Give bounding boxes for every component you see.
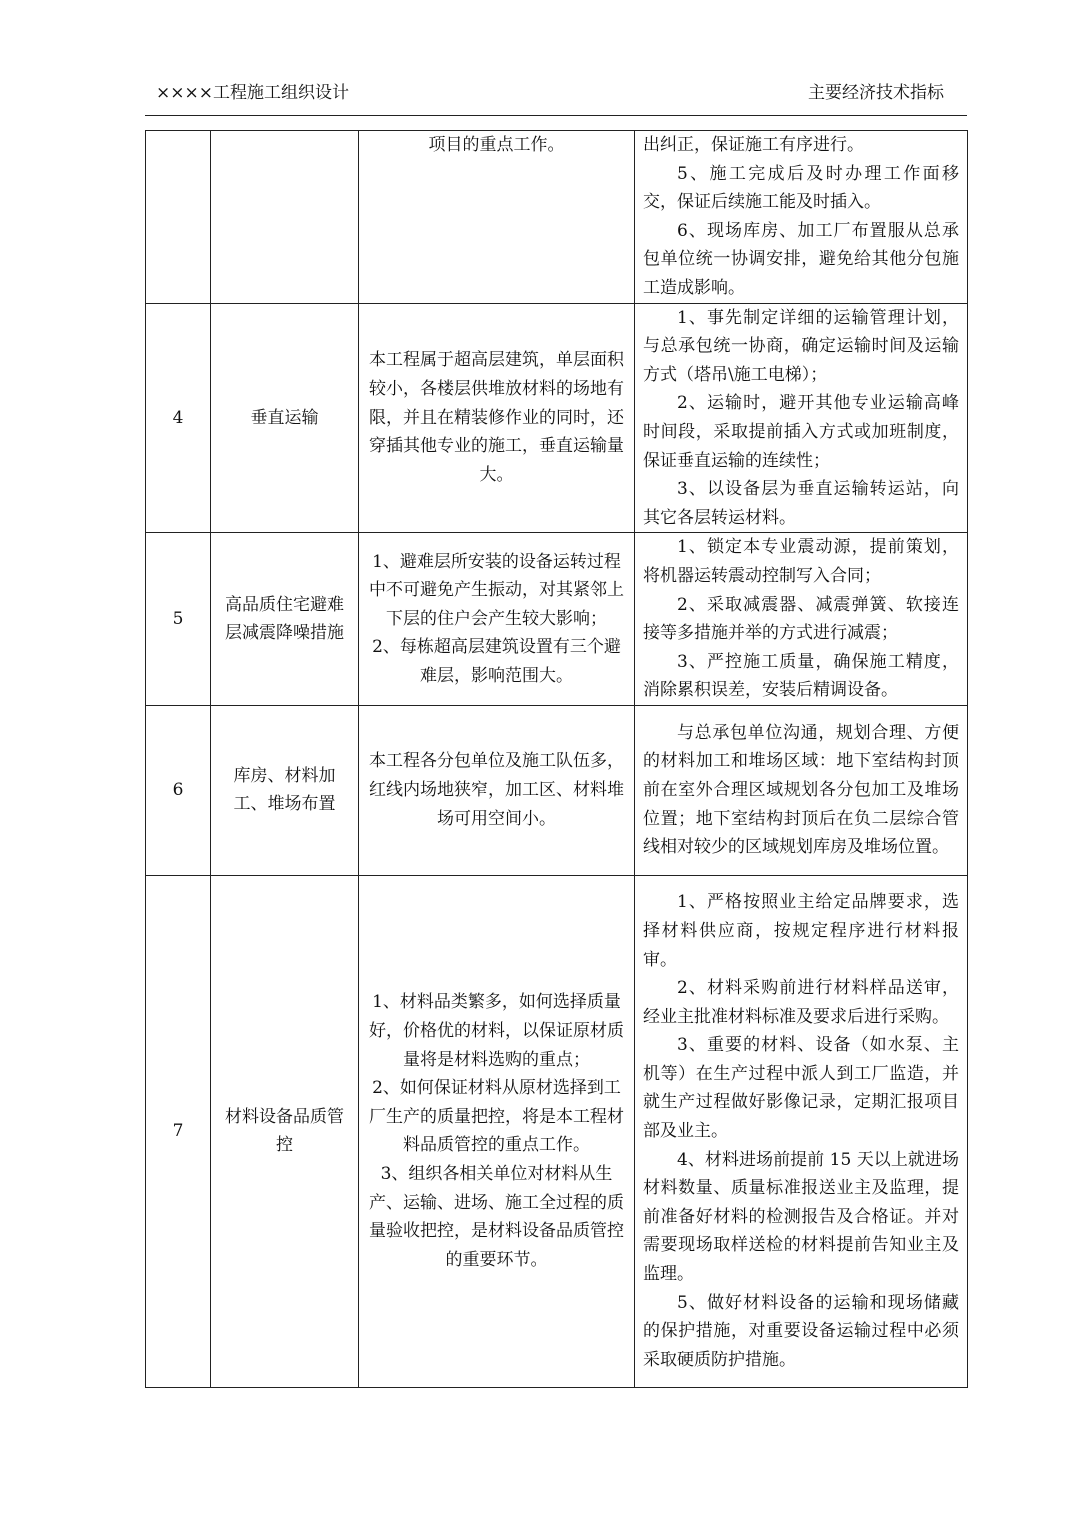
row-difficulty — [359, 303, 635, 533]
table-row — [146, 705, 968, 875]
key-points-table — [145, 130, 968, 1388]
row-number: 4 — [146, 303, 211, 533]
measure-paragraph: 4、材料进场前提前 15 天以上就进场材料数量、质量标准报送业主及监理，提前准备好材料的检测报告及合格证。并对需要现场取样送检的材料提前告知业主及监理。 — [643, 1149, 959, 1285]
header-divider — [145, 115, 967, 116]
page-header — [0, 76, 1080, 106]
row-difficulty — [359, 875, 635, 1387]
row-item-name: 材料设备品质管控 — [211, 875, 359, 1387]
table-row — [146, 533, 968, 706]
row-difficulty — [359, 533, 635, 706]
row-number: 5 — [146, 533, 211, 706]
measure-paragraph: 3、重要的材料、设备（如水泵、主机等）在生产过程中派人到工厂监造，并就生产过程做好影像记录，定期汇报项目部及业主。 — [643, 1035, 959, 1142]
measure-paragraph: 2、采取减震器、减震弹簧、软接连接等多措施并举的方式进行减震； — [643, 594, 959, 644]
table-row — [146, 875, 968, 1387]
row-measures — [635, 875, 968, 1387]
difficulty-paragraph: 1、避难层所安装的设备运转过程中不可避免产生振动，对其紧邻上下层的住户会产生较大影响； — [369, 551, 624, 629]
row-difficulty — [359, 131, 635, 304]
measure-paragraph: 1、锁定本专业震动源，提前策划，将机器运转震动控制写入合同； — [643, 537, 959, 586]
difficulty-paragraph: 2、如何保证材料从原材选择到工厂生产的质量把控，将是本工程材料品质管控的重点工作。 — [369, 1078, 624, 1156]
difficulty-paragraph: 项目的重点工作。 — [428, 135, 565, 155]
measure-paragraph: 3、严控施工质量，确保施工精度，消除累积误差，安装后精调设备。 — [643, 651, 959, 701]
measure-paragraph: 出纠正，保证施工有序进行。 — [643, 135, 864, 155]
row-number: 6 — [146, 705, 211, 875]
difficulty-paragraph: 2、每栋超高层建筑设置有三个避难层，影响范围大。 — [372, 637, 621, 686]
measure-paragraph: 与总承包单位沟通，规划合理、方便的材料加工和堆场区域：地下室结构封顶前在室外合理区域规划各分包加工及堆场位置；地下室结构封顶后在负二层综合管线相对较少的区域规划库房及堆场位置。 — [643, 722, 959, 858]
row-measures — [635, 303, 968, 533]
measure-paragraph: 2、运输时，避开其他专业运输高峰时间段，采取提前插入方式或加班制度，保证垂直运输的连续性； — [643, 393, 959, 471]
row-number — [146, 131, 211, 304]
measure-paragraph: 5、施工完成后及时办理工作面移交，保证后续施工能及时插入。 — [643, 163, 959, 213]
difficulty-paragraph: 1、材料品类繁多，如何选择质量好，价格优的材料，以保证原材质量将是材料选购的重点； — [369, 992, 624, 1070]
measure-paragraph: 3、以设备层为垂直运输转运站，向其它各层转运材料。 — [643, 479, 959, 528]
table-row — [146, 303, 968, 533]
difficulty-paragraph: 本工程属于超高层建筑，单层面积较小，各楼层供堆放材料的场地有限，并且在精装修作业的同时，还穿插其他专业的施工，垂直运输量大。 — [369, 350, 624, 485]
measure-paragraph: 1、严格按照业主给定品牌要求，选择材料供应商，按规定程序进行材料报审。 — [643, 892, 959, 970]
difficulty-paragraph: 3、组织各相关单位对材料从生产、运输、进场、施工全过程的质量验收把控，是材料设备品质管控的重要环节。 — [369, 1163, 624, 1270]
measure-paragraph: 1、事先制定详细的运输管理计划，与总承包统一协商，确定运输时间及运输方式（塔吊\施工电梯）； — [643, 307, 959, 385]
row-measures — [635, 705, 968, 875]
row-item-name: 库房、材料加工、堆场布置 — [211, 705, 359, 875]
difficulty-paragraph: 本工程各分包单位及施工队伍多，红线内场地狭窄，加工区、材料堆场可用空间小。 — [369, 751, 624, 829]
measure-paragraph: 2、材料采购前进行材料样品送审，经业主批准材料标准及要求后进行采购。 — [643, 978, 959, 1027]
row-item-name: 垂直运输 — [211, 303, 359, 533]
row-difficulty — [359, 705, 635, 875]
row-number: 7 — [146, 875, 211, 1387]
row-measures — [635, 131, 968, 304]
document-title: ××××工程施工组织设计 — [156, 83, 349, 103]
measure-paragraph: 6、现场库房、加工厂布置服从总承包单位统一协调安排，避免给其他分包施工造成影响。 — [643, 220, 959, 298]
table-row — [146, 131, 968, 304]
row-measures — [635, 533, 968, 706]
measure-paragraph: 5、做好材料设备的运输和现场储藏的保护措施，对重要设备运输过程中必须采取硬质防护措施。 — [643, 1292, 959, 1370]
row-item-name — [211, 131, 359, 304]
row-item-name: 高品质住宅避难层减震降噪措施 — [211, 533, 359, 706]
section-title: 主要经济技术指标 — [808, 83, 944, 103]
